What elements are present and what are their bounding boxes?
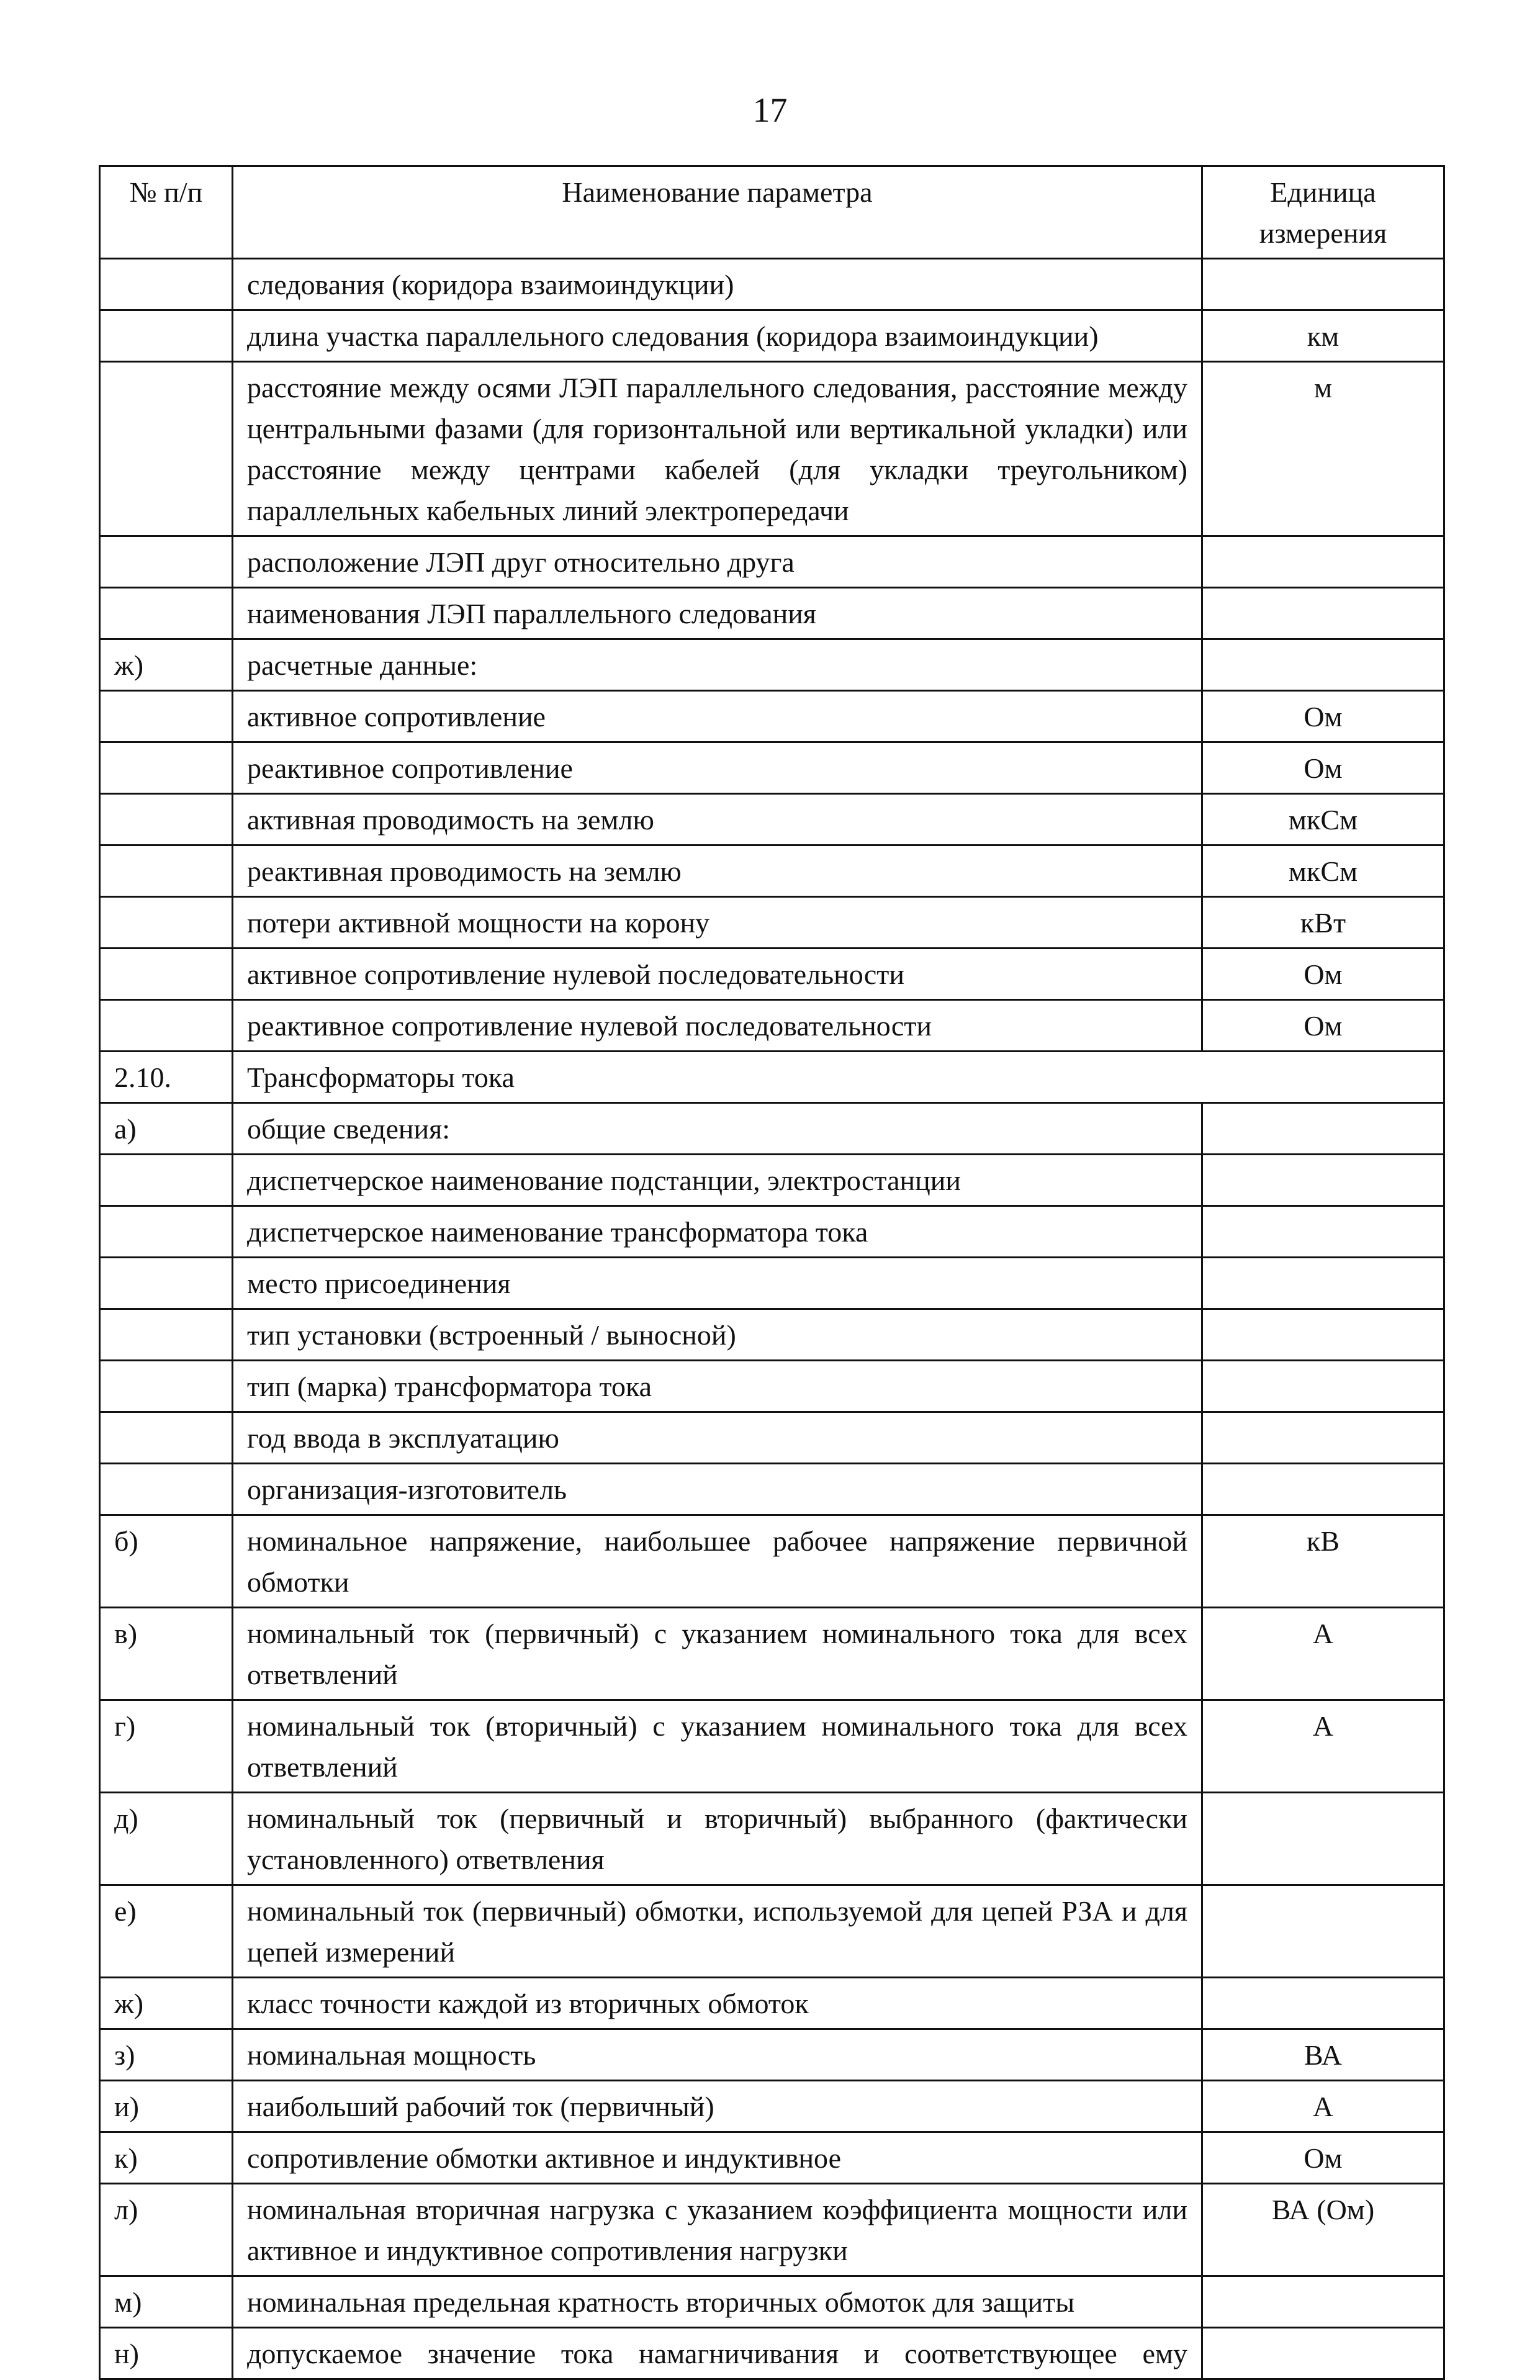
row-number — [100, 1258, 233, 1309]
row-unit: ВА — [1202, 2029, 1444, 2081]
row-parameter: реактивное сопротивление нулевой последовательности — [233, 1000, 1202, 1052]
row-unit — [1202, 1793, 1444, 1885]
row-number: г) — [100, 1700, 233, 1793]
row-parameter: тип (марка) трансформатора тока — [233, 1361, 1202, 1412]
row-number — [100, 1361, 233, 1412]
table-row — [100, 1793, 1444, 1885]
table-row — [100, 1103, 1444, 1155]
row-unit: ВА (Ом) — [1202, 2184, 1444, 2276]
table-row — [100, 949, 1444, 1000]
header-number: № п/п — [100, 166, 233, 259]
row-number — [100, 1412, 233, 1464]
row-unit: мкСм — [1202, 845, 1444, 897]
row-number — [100, 1155, 233, 1206]
table-row — [100, 1000, 1444, 1052]
row-number — [100, 949, 233, 1000]
table-row — [100, 310, 1444, 362]
table-row — [100, 639, 1444, 691]
table-row — [100, 362, 1444, 536]
row-number: в) — [100, 1608, 233, 1700]
row-unit: А — [1202, 1700, 1444, 1793]
section-title: Трансформаторы тока — [233, 1052, 1444, 1103]
table-row — [100, 2029, 1444, 2081]
table-row — [100, 1412, 1444, 1464]
row-number: ж) — [100, 639, 233, 691]
row-parameter: номинальное напряжение, наибольшее рабочее напряжение первичной обмотки — [233, 1515, 1202, 1608]
row-parameter: реактивное сопротивление — [233, 742, 1202, 794]
row-number — [100, 1000, 233, 1052]
row-number — [100, 691, 233, 742]
table-row — [100, 845, 1444, 897]
row-unit: Ом — [1202, 2132, 1444, 2184]
row-parameter: тип установки (встроенный / выносной) — [233, 1309, 1202, 1361]
table-row — [100, 1361, 1444, 1412]
row-unit — [1202, 2276, 1444, 2328]
row-parameter: номинальная предельная кратность вторичных обмоток для защиты — [233, 2276, 1202, 2328]
row-parameter: реактивная проводимость на землю — [233, 845, 1202, 897]
row-parameter: общие сведения: — [233, 1103, 1202, 1155]
header-unit — [1202, 166, 1444, 259]
row-number: б) — [100, 1515, 233, 1608]
row-parameter: диспетчерское наименование подстанции, электростанции — [233, 1155, 1202, 1206]
row-number — [100, 794, 233, 845]
table-row — [100, 1206, 1444, 1258]
row-number: а) — [100, 1103, 233, 1155]
row-parameter: номинальная вторичная нагрузка с указанием коэффициента мощности или активное и индуктивное сопротивления нагрузки — [233, 2184, 1202, 2276]
page-number: 17 — [752, 91, 788, 130]
row-number — [100, 897, 233, 949]
table-row — [100, 1258, 1444, 1309]
row-unit — [1202, 1258, 1444, 1309]
table-row — [100, 794, 1444, 845]
row-parameter: сопротивление обмотки активное и индуктивное — [233, 2132, 1202, 2184]
row-unit — [1202, 1885, 1444, 1978]
row-unit: кВт — [1202, 897, 1444, 949]
row-parameter: номинальный ток (первичный и вторичный) выбранного (фактически установленного) ответвления — [233, 1793, 1202, 1885]
row-parameter: расположение ЛЭП друг относительно друга — [233, 536, 1202, 588]
table-row — [100, 2184, 1444, 2276]
row-number: и) — [100, 2081, 233, 2132]
row-number: н) — [100, 2328, 233, 2379]
table-row — [100, 2328, 1444, 2379]
row-parameter: активная проводимость на землю — [233, 794, 1202, 845]
row-number: м) — [100, 2276, 233, 2328]
row-parameter: диспетчерское наименование трансформатора тока — [233, 1206, 1202, 1258]
row-parameter: следования (коридора взаимоиндукции) — [233, 259, 1202, 310]
row-unit — [1202, 1978, 1444, 2029]
row-number — [100, 845, 233, 897]
row-number — [100, 588, 233, 639]
row-parameter: активное сопротивление нулевой последовательности — [233, 949, 1202, 1000]
table-row — [100, 742, 1444, 794]
table-row — [100, 1608, 1444, 1700]
row-unit: А — [1202, 1608, 1444, 1700]
row-number — [100, 742, 233, 794]
table-row — [100, 1309, 1444, 1361]
row-unit — [1202, 639, 1444, 691]
table-row — [100, 588, 1444, 639]
row-number: к) — [100, 2132, 233, 2184]
row-unit — [1202, 1464, 1444, 1515]
table-row — [100, 259, 1444, 310]
row-parameter: класс точности каждой из вторичных обмоток — [233, 1978, 1202, 2029]
row-number — [100, 259, 233, 310]
row-number: д) — [100, 1793, 233, 1885]
row-number: е) — [100, 1885, 233, 1978]
row-parameter: год ввода в эксплуатацию — [233, 1412, 1202, 1464]
row-unit — [1202, 536, 1444, 588]
row-parameter: наименования ЛЭП параллельного следования — [233, 588, 1202, 639]
row-parameter: номинальный ток (первичный) обмотки, используемой для цепей РЗА и для цепей измерений — [233, 1885, 1202, 1978]
row-unit — [1202, 2328, 1444, 2379]
row-unit — [1202, 259, 1444, 310]
row-parameter: наибольший рабочий ток (первичный) — [233, 2081, 1202, 2132]
table-row — [100, 1515, 1444, 1608]
row-parameter: место присоединения — [233, 1258, 1202, 1309]
table-row — [100, 1700, 1444, 1793]
row-number — [100, 536, 233, 588]
header-unit-line1: Единица — [1270, 176, 1376, 208]
header-unit-line2: измерения — [1259, 217, 1387, 249]
row-parameter: организация-изготовитель — [233, 1464, 1202, 1515]
table-row — [100, 1155, 1444, 1206]
row-unit — [1202, 1103, 1444, 1155]
row-unit: кВ — [1202, 1515, 1444, 1608]
row-parameter: длина участка параллельного следования (коридора взаимоиндукции) — [233, 310, 1202, 362]
section-row — [100, 1052, 1444, 1103]
row-unit: мкСм — [1202, 794, 1444, 845]
table-row — [100, 2276, 1444, 2328]
table-row — [100, 2081, 1444, 2132]
table-row — [100, 691, 1444, 742]
header-parameter-name: Наименование параметра — [233, 166, 1202, 259]
row-number — [100, 362, 233, 536]
row-parameter: номинальный ток (первичный) с указанием номинального тока для всех ответвлений — [233, 1608, 1202, 1700]
row-unit — [1202, 1412, 1444, 1464]
row-unit — [1202, 1361, 1444, 1412]
row-unit — [1202, 1206, 1444, 1258]
row-number — [100, 1309, 233, 1361]
row-parameter: расчетные данные: — [233, 639, 1202, 691]
row-number: з) — [100, 2029, 233, 2081]
table-row — [100, 1464, 1444, 1515]
table-header-row — [100, 166, 1444, 259]
table-row — [100, 1978, 1444, 2029]
row-parameter: номинальный ток (вторичный) с указанием номинального тока для всех ответвлений — [233, 1700, 1202, 1793]
row-number: ж) — [100, 1978, 233, 2029]
row-unit — [1202, 1309, 1444, 1361]
row-parameter: потери активной мощности на корону — [233, 897, 1202, 949]
row-parameter: номинальная мощность — [233, 2029, 1202, 2081]
row-number: л) — [100, 2184, 233, 2276]
row-unit — [1202, 1155, 1444, 1206]
row-number — [100, 1464, 233, 1515]
table-row — [100, 1885, 1444, 1978]
table-row — [100, 2132, 1444, 2184]
table-row — [100, 897, 1444, 949]
row-parameter: активное сопротивление — [233, 691, 1202, 742]
row-parameter: расстояние между осями ЛЭП параллельного следования, расстояние между центральными фазами (для горизонтальной или вертикальной укладки) или расстояние между центрами кабелей (для укладки треугольником) параллельных кабельных линий электропередачи — [233, 362, 1202, 536]
section-number: 2.10. — [100, 1052, 233, 1103]
row-unit: Ом — [1202, 742, 1444, 794]
row-unit — [1202, 588, 1444, 639]
row-number — [100, 310, 233, 362]
row-unit: Ом — [1202, 691, 1444, 742]
row-unit: км — [1202, 310, 1444, 362]
row-number — [100, 1206, 233, 1258]
row-unit: Ом — [1202, 1000, 1444, 1052]
table-row — [100, 536, 1444, 588]
row-unit: А — [1202, 2081, 1444, 2132]
row-parameter: допускаемое значение тока намагничивания и соответствующее ему — [233, 2328, 1202, 2379]
row-unit: м — [1202, 362, 1444, 536]
parameters-table — [99, 165, 1445, 2380]
row-unit: Ом — [1202, 949, 1444, 1000]
